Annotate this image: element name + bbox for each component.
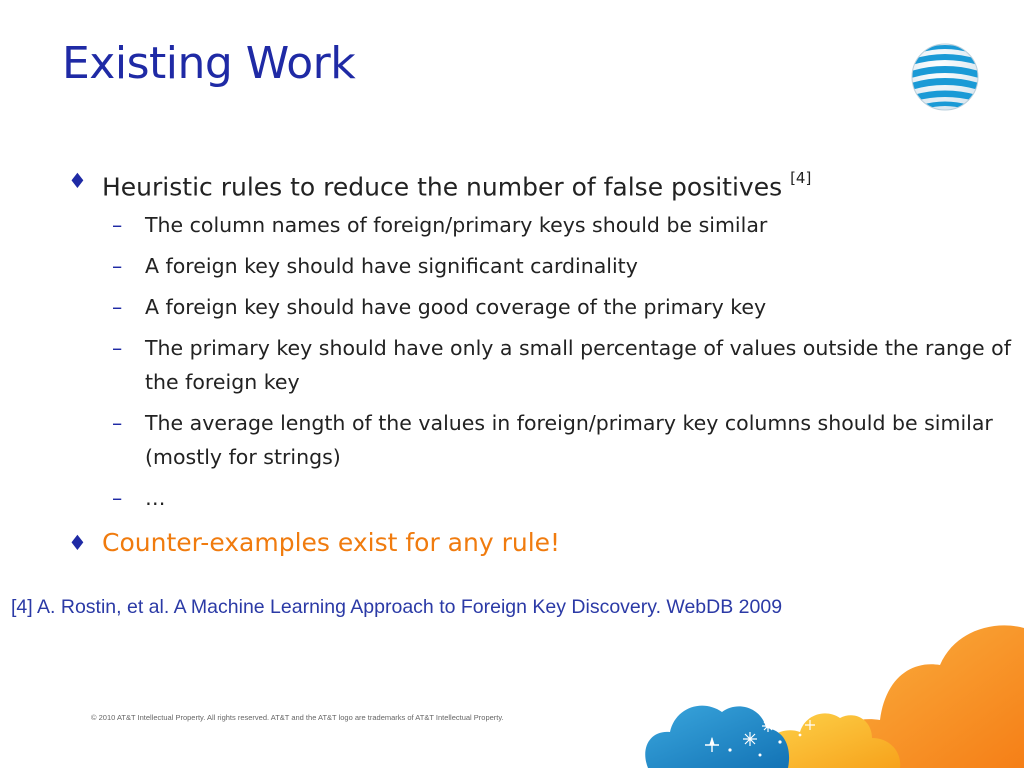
copyright-notice: © 2010 AT&T Intellectual Property. All rights reserved. AT&T and the AT&T logo are trademarks of AT&T Intellectual Property. (91, 713, 504, 722)
sub-bullet-item: – … (68, 481, 1013, 515)
bullet-list (68, 160, 1018, 564)
sub-bullet-item: – A foreign key should have significant cardinality (68, 249, 1013, 283)
reference-footnote: [4] A. Rostin, et al. A Machine Learning Approach to Foreign Key Discovery. WebDB 2009 (11, 596, 783, 618)
dash-bullet-icon: – (112, 254, 123, 279)
sub-bullet-item: – The primary key should have only a small percentage of values outside the range of the foreign key (68, 331, 1013, 399)
bullet-counter-examples (68, 522, 1018, 564)
bullet-heuristic-rules (68, 160, 1018, 208)
slide-title: Existing Work (62, 38, 356, 89)
bullet-text: Counter-examples exist for any rule! (102, 528, 561, 558)
att-logo-icon (911, 43, 979, 111)
dash-bullet-icon: – (112, 295, 123, 320)
dash-bullet-icon: – (112, 486, 123, 511)
citation: [4] (790, 169, 812, 187)
dash-bullet-icon: – (112, 411, 123, 436)
cloud-decoration-icon (640, 620, 1024, 768)
dash-bullet-icon: – (112, 336, 123, 361)
bullet-text: Heuristic rules to reduce the number of false positives (102, 172, 791, 202)
sub-bullet-list (68, 208, 1018, 515)
diamond-bullet-icon: ♦ (68, 531, 87, 556)
sub-bullet-item: – The column names of foreign/primary keys should be similar (68, 208, 1013, 242)
dash-bullet-icon: – (112, 213, 123, 238)
sub-bullet-item: – A foreign key should have good coverage of the primary key (68, 290, 1013, 324)
diamond-bullet-icon: ♦ (68, 169, 87, 193)
sub-bullet-item: – The average length of the values in foreign/primary key columns should be similar (mostly for strings) (68, 406, 1013, 474)
